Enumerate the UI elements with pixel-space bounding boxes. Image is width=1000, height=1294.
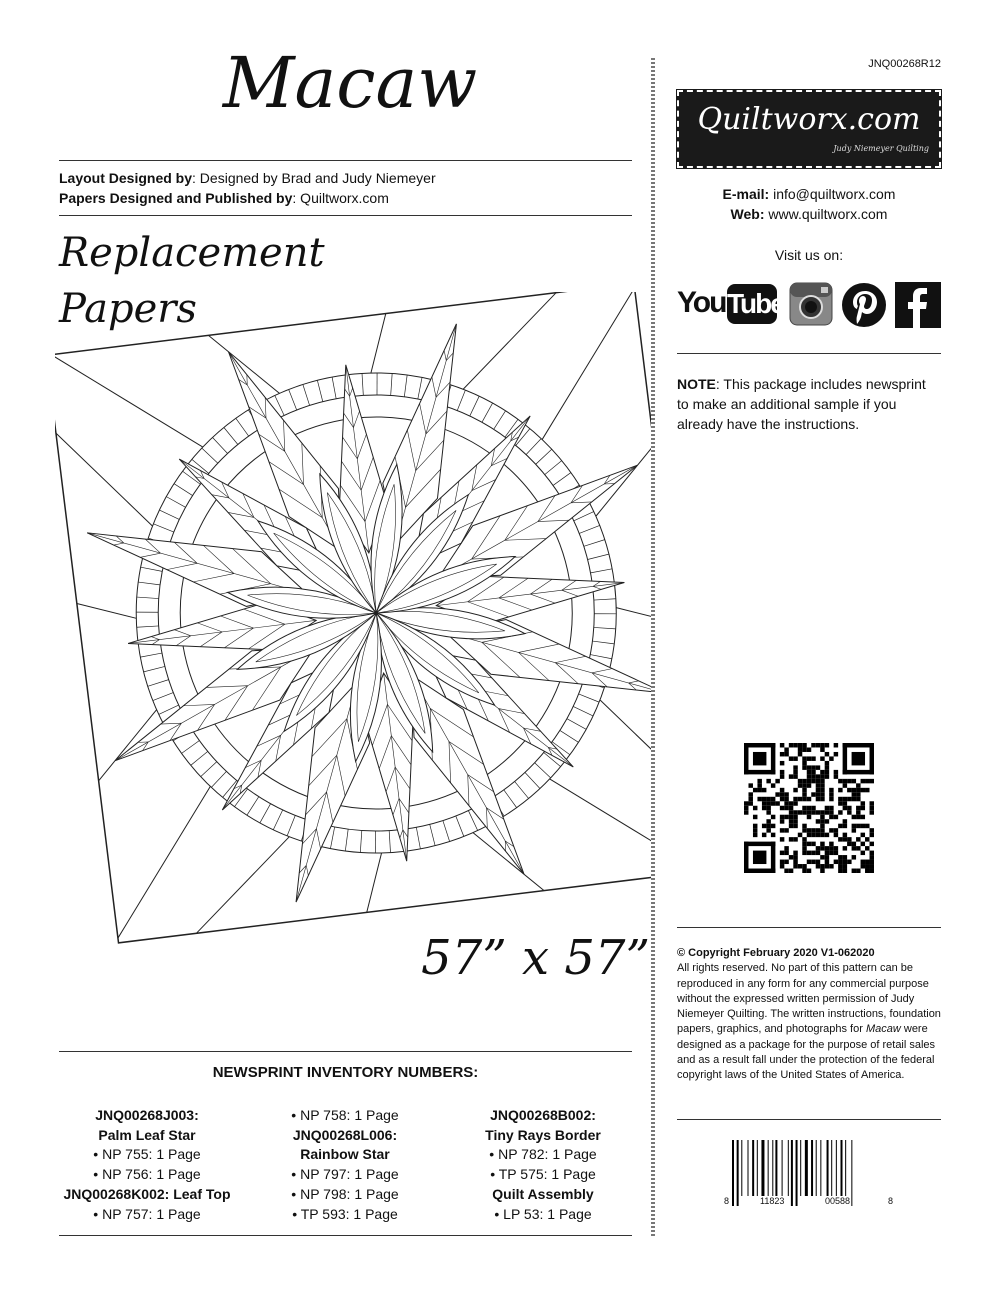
inventory-heading: JNQ00268L006: (292, 1126, 398, 1143)
copyright-text: All rights reserved. No part of this pattern can be reproduced in any form for any commercial purpose without the expressed written permission of Judy Niemeyer Quilting. The written instructions, foundation papers, graphics, and photographs for Macaw were designed as a package for the purpose of retail sales and as a result fall under the protection of the federal copyright laws of the United States of America. (677, 962, 941, 1082)
credit-layout (59, 168, 639, 188)
credits (59, 168, 639, 208)
barcode-digit-2: 11823 (760, 1196, 785, 1206)
contact-web (677, 204, 941, 224)
inventory-item: • NP 755: 1 Page (52, 1145, 242, 1165)
inventory-item: • TP 593: 1 Page (250, 1205, 440, 1225)
barcode-digit-1: 8 (724, 1196, 730, 1206)
inventory-heading: Palm Leaf Star (98, 1126, 196, 1143)
rule-credits (59, 215, 632, 216)
logo-tagline: Judy Niemeyer Quilting (833, 144, 929, 153)
barcode-digit-3: 00588 (825, 1196, 851, 1206)
barcode (720, 1140, 900, 1210)
web-link[interactable]: www.quiltworx.com (764, 206, 888, 222)
credit-papers-label: Papers Designed and Published by (59, 190, 293, 206)
inventory-heading: JNQ00268J003: (95, 1107, 199, 1123)
logo-text: Quiltworx.com (697, 102, 921, 137)
copyright-block (677, 946, 945, 1084)
youtube-icon[interactable] (677, 282, 784, 328)
rule-bottom (59, 1235, 632, 1236)
copyright-heading: © Copyright February 2020 V1-062020 (677, 947, 875, 959)
inventory-heading: Rainbow Star (300, 1146, 390, 1163)
inventory-column-2 (250, 1106, 440, 1224)
inventory-item: • NP 798: 1 Page (250, 1185, 440, 1205)
credit-papers (59, 188, 639, 208)
subtitle: Replacement Papers (59, 230, 325, 332)
inventory-item: • LP 53: 1 Page (448, 1205, 638, 1225)
note-text: : This package includes newsprint to make an additional sample if you already have the instructions. (677, 376, 926, 432)
inventory-item: • NP 756: 1 Page (52, 1165, 242, 1185)
credit-layout-value: : Designed by Brad and Judy Niemeyer (192, 170, 436, 186)
rule-copyright (677, 927, 941, 928)
note (677, 374, 941, 434)
inventory-column-1 (52, 1106, 242, 1224)
rule-barcode (677, 1119, 941, 1120)
note-label: NOTE (677, 376, 716, 392)
quiltworx-logo (677, 90, 941, 168)
visit-us-label: Visit us on: (774, 247, 844, 263)
page-title: Macaw (222, 42, 478, 124)
inventory-item: • NP 758: 1 Page (250, 1106, 440, 1126)
quilt-pattern-drawing (55, 292, 655, 947)
pinterest-icon[interactable] (841, 282, 887, 328)
rule-title (59, 160, 632, 161)
rule-social (677, 353, 941, 354)
inventory-heading: Tiny Rays Border (485, 1126, 601, 1143)
inventory-item: • NP 797: 1 Page (250, 1165, 440, 1185)
inventory-heading: JNQ00268K002: Leaf Top (63, 1185, 231, 1202)
qr-code (744, 743, 874, 873)
inventory-heading: Quilt Assembly (492, 1185, 594, 1202)
inventory-item: • NP 782: 1 Page (448, 1145, 638, 1165)
quilt-size: 57” x 57” (421, 930, 650, 986)
instagram-icon[interactable] (789, 282, 833, 326)
email-link[interactable]: info@quiltworx.com (769, 186, 896, 202)
rule-inventory (59, 1051, 632, 1052)
credit-papers-value: : Quiltworx.com (292, 190, 389, 206)
product-code: JNQ00268R12 (868, 58, 941, 70)
inventory-heading: JNQ00268B002: (490, 1107, 596, 1123)
email-label: E-mail: (722, 186, 770, 202)
youtube-you: You (677, 286, 726, 319)
contact-email (677, 184, 941, 204)
column-divider (651, 58, 655, 1236)
barcode-digit-4: 8 (888, 1196, 894, 1206)
youtube-tube: Tube (727, 284, 777, 324)
web-label: Web: (730, 206, 765, 222)
credit-layout-label: Layout Designed by (59, 170, 193, 186)
inventory-title: NEWSPRINT INVENTORY NUMBERS: (212, 1064, 479, 1081)
facebook-icon[interactable] (895, 282, 941, 328)
inventory-item: • NP 757: 1 Page (52, 1205, 242, 1225)
inventory-column-3 (448, 1106, 638, 1224)
inventory-item: • TP 575: 1 Page (448, 1165, 638, 1185)
